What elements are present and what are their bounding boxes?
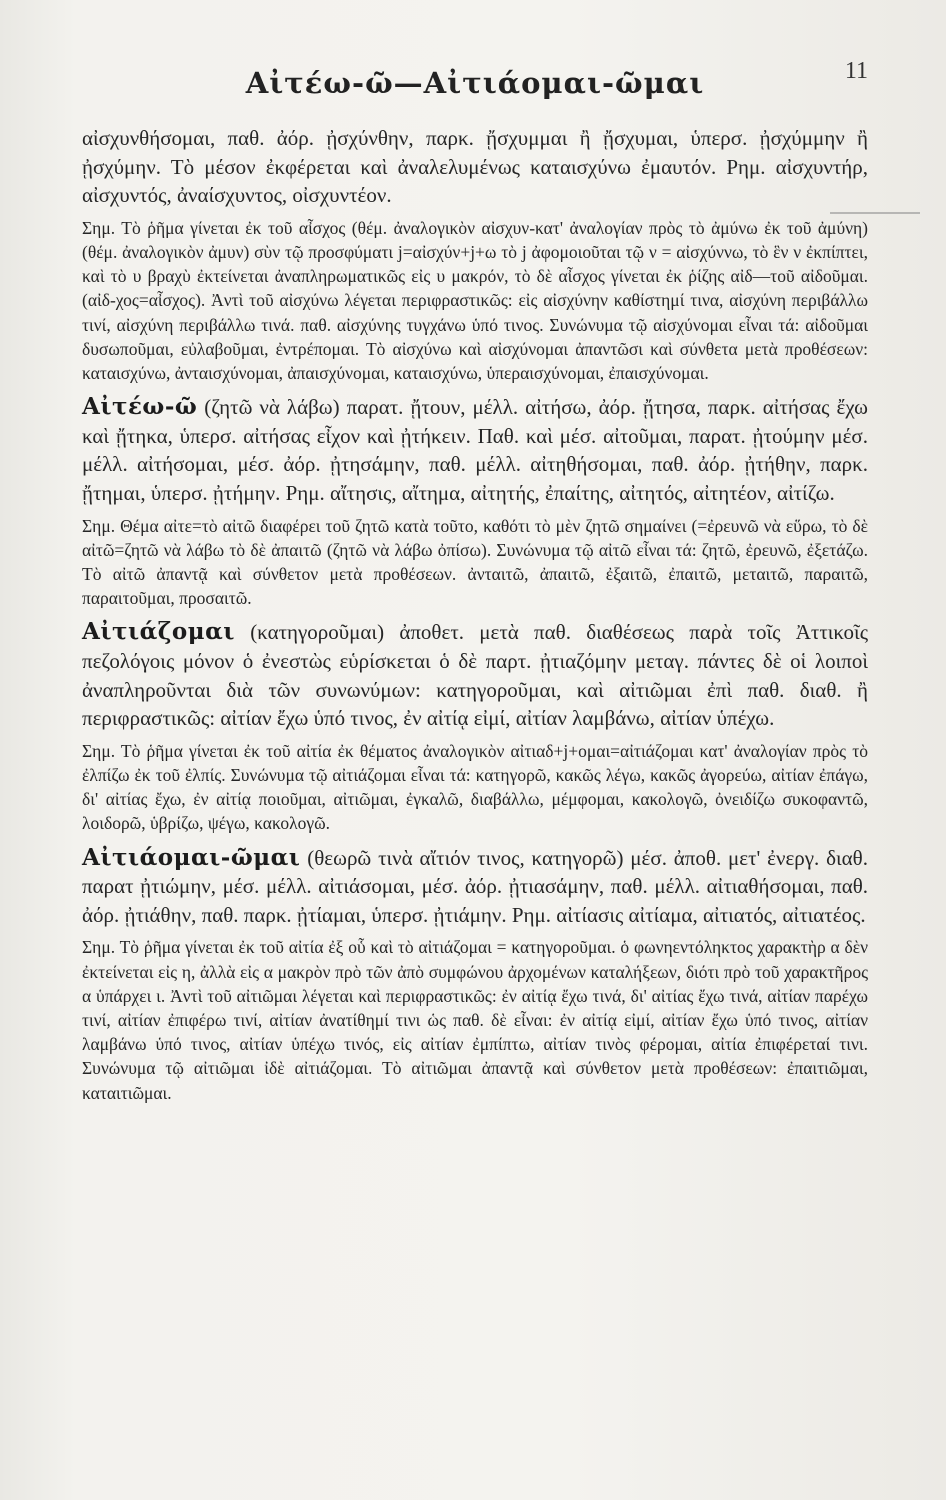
entry-lemma: Αἰτέω-ῶ [82, 393, 198, 421]
entry-text [82, 124, 868, 210]
running-title: Αἰτέω-ῶ—Αἰτιάομαι-ῶμαι [245, 66, 705, 100]
entry-lemma: Αἰτιάζομαι [82, 618, 235, 646]
entry-aiteo [82, 393, 868, 610]
entry-note: Σημ. Τὸ ῥῆμα γίνεται ἐκ τοῦ αἶσχος (θέμ. ἀναλογικὸν αἰσχυν-κατ' ἀναλογίαν πρὸς τὸ ἀμύνω ἐκ τοῦ ἀμύνη) (θέμ. ἀναλογικὸν ἀμυν) σὺν τῷ προσφύματι j=αἰσχύν+j+ω τὸ j ἀφομοιοῦται τῷ ν = αἰσχύννω, τὸ ἓν ν ἐκπίπτει, καὶ τὸ υ βραχὺ ἐκτείνεται ἀναπληρωματικῶς εἰς υ μακρόν, τὸ δὲ αἶσχος γίνεται ἐκ ῥίζης αἰδ—τοῦ αἰδοῦμαι. (αἰδ-χος=αἶσχος). Ἀντὶ τοῦ αἰσχύνω λέγεται περιφραστικῶς: εἰς αἰσχύνην καθίστημί τινα, αἰσχύνη περιβάλλω τινί, αἰσχύνη περιβάλλω τινά. παθ. αἰσχύνης τυγχάνω ὑπό τινος. Συνώνυμα τῷ αἰσχύνομαι εἶναι τά: αἰδοῦμαι δυσωποῦμαι, εὐλαβοῦμαι, ἐντρέπομαι. Τὸ αἰσχύνω καὶ αἰσχύνομαι ἀπαντῶσι καὶ σύνθετα μετὰ προθέσεων: καταισχύνω, ἀνταισχύνομαι, ἀπαισχύνομαι, καταισχύνω, ὑπεραισχύνομαι, ἐπαισχύνομαι. [82, 217, 868, 383]
entry-text [82, 393, 868, 507]
entry-body: (ζητῶ νὰ λάβω) παρατ. ᾔτουν, μέλλ. αἰτήσω, ἀόρ. ᾔτησα, παρκ. αἰτήσας ἔχω καὶ ᾔτηκα, ὑπερσ. αἰτήσας εἶχον καὶ ᾐτήκειν. Παθ. καὶ μέσ. αἰτοῦμαι, παρατ. ᾐτούμην μέσ. μέλλ. αἰτήσομαι, μέσ. ἀόρ. ᾐτησάμην, παθ. μέλλ. αἰτηθήσομαι, παθ. ἀόρ. ᾐτήθην, παρκ. ᾔτημαι, ὑπερσ. ᾐτήμην. Ρημ. αἴτησις, αἴτημα, αἰτητής, ἐπαίτης, αἰτητός, αἰτητέον, αἰτίζω. [82, 395, 868, 505]
page-header [82, 58, 868, 118]
entry-text [82, 844, 868, 930]
entry-lemma: Αἰτιάομαι-ῶμαι [82, 843, 301, 871]
entry-aitiaomai [82, 844, 868, 1105]
entry-note: Σημ. Τὸ ῥῆμα γίνεται ἐκ τοῦ αἰτία ἐκ θέματος ἀναλογικὸν αἰτιαδ+j+ομαι=αἰτιάζομαι κατ' ἀναλογίαν πρὸς τὸ ἐλπίζω ἐκ τοῦ ἐλπίς. Συνώνυμα τῷ αἰτιάζομαι εἶναι τά: κατηγορῶ, κακῶς λέγω, κακῶς ἀγορεύω, αἰτίαν ἐπάγω, δι' αἰτίας ἔχω, ἐν αἰτίᾳ ποιοῦμαι, αἰτιῶμαι, ἐγκαλῶ, διαβάλλω, μέμφομαι, κακολογῶ, ὀνειδίζω συκοφαντῶ, λοιδορῶ, ὑβρίζω, ψέγω, κακολογῶ. [82, 740, 868, 834]
entry-aischynomai-continued [82, 124, 868, 385]
entry-note: Σημ. Θέμα αἰτε=τὸ αἰτῶ διαφέρει τοῦ ζητῶ κατὰ τοῦτο, καθότι τὸ μὲν ζητῶ σημαίνει (=ἐρευνῶ νὰ εὕρω, τὸ δὲ αἰτῶ=ζητῶ νὰ λάβω τὸ δὲ ἀπαιτῶ (ζητῶ νὰ λάβω ὀπίσω). Συνώνυμα τῷ αἰτῶ εἶναι τά: ζητῶ, ἐρευνῶ, ἐξετάζω. Τὸ αἰτῶ ἀπαντᾷ καὶ σύνθετον μετὰ προθέσεων. ἀνταιτῶ, ἀπαιτῶ, ἐξαιτῶ, ἐπαιτῶ, μεταιτῶ, παραιτῶ, παραιτοῦμαι, προσαιτῶ. [82, 515, 868, 609]
entry-body: (κατηγοροῦμαι) ἀποθετ. μετὰ παθ. διαθέσεως παρὰ τοῖς Ἀττικοῖς πεζολόγοις μόνον ὁ ἐνεστὼς εὑρίσκεται ὁ δὲ παρτ. ᾐτιαζόμην μεταγ. πάντες δὲ οἱ λοιποὶ ἀναπληροῦνται διὰ τῶν συνωνύμων: κατηγοροῦμαι, καὶ αἰτιῶμαι ἐπὶ παθ. διαθ. ἢ περιφραστικῶς: αἰτίαν ἔχω ὑπό τινος, ἐν αἰτίᾳ εἰμί, αἰτίαν λαμβάνω, αἰτίαν ὑπέχω. [82, 620, 869, 731]
entry-body: (θεωρῶ τινὰ αἴτιόν τινος, κατηγορῶ) μέσ. ἀποθ. μετ' ἐνεργ. διαθ. παρατ ᾐτιώμην, μέσ. μέλλ. αἰτιάσομαι, μέσ. ἀόρ. ᾐτιασάμην, παθ. μέλλ. αἰτιαθήσομαι, παθ. ἀόρ. ᾐτιάθην, παθ. παρκ. ᾐτίαμαι, ὑπερσ. ᾐτιάμην. Ρημ. αἰτίασις αἰτίαμα, αἰτιατός, αἰτιατέος. [82, 845, 868, 927]
entry-note: Σημ. Τὸ ῥῆμα γίνεται ἐκ τοῦ αἰτία ἐξ οὗ καὶ τὸ αἰτιάζομαι = κατηγοροῦμαι. ὁ φωνηεντόληκτος χαρακτὴρ α δὲν ἐκτείνεται εἰς η, ἀλλὰ εἰς α μακρὸν πρὸ τῶν ἀπὸ συμφώνου ἀρχομένων καταλήξεων, διότι πρὸ τοῦ χαρακτῆρος α ὑπάρχει ι. Ἀντὶ τοῦ αἰτιῶμαι λέγεται καὶ περιφραστικῶς: ἐν αἰτίᾳ ἔχω τινά, δι' αἰτίας ἔχω τινά, αἰτίαν παρέχω τινί, αἰτίαν ἐπιφέρω τινί, αἰτίαν ἀνατίθημί τινι ὡς παθ. δὲ εἶναι: ἐν αἰτίᾳ εἰμί, αἰτίαν ἔχω ὑπό τινος, αἰτίαν λαμβάνω ὑπό τινος, αἰτίαν ὑπέχω τινός, εἰς αἰτίαν ἐμπίπτω, αἰτίαν τινὸς φέρομαι, αἰτία ἐπιφέρεταί τινι. Συνώνυμα τῷ αἰτιῶμαι ἰδὲ αἰτιάζομαι. Τὸ αἰτιῶμαι ἀπαντᾷ καὶ σύνθετον μετὰ προθέσεων: ἐπαιτιῶμαι, καταιτιῶμαι. [82, 937, 868, 1103]
scan-mark [830, 212, 920, 214]
entry-aitiazomai [82, 618, 868, 835]
entry-body: αἰσχυνθήσομαι, παθ. ἀόρ. ᾐσχύνθην, παρκ. ᾔσχυμμαι ἢ ᾔσχυμαι, ὑπερσ. ᾐσχύμμην ἢ ᾐσχύμην. Τὸ μέσον ἐκφέρεται καὶ ἀναλελυμένως καταισχύνω ἐμαυτόν. Ρημ. αἰσχυντήρ, αἰσχυντός, ἀναίσχυντος, οἰσχυντέον. [82, 126, 868, 208]
page-number: 11 [844, 58, 868, 84]
entry-text [82, 618, 868, 732]
